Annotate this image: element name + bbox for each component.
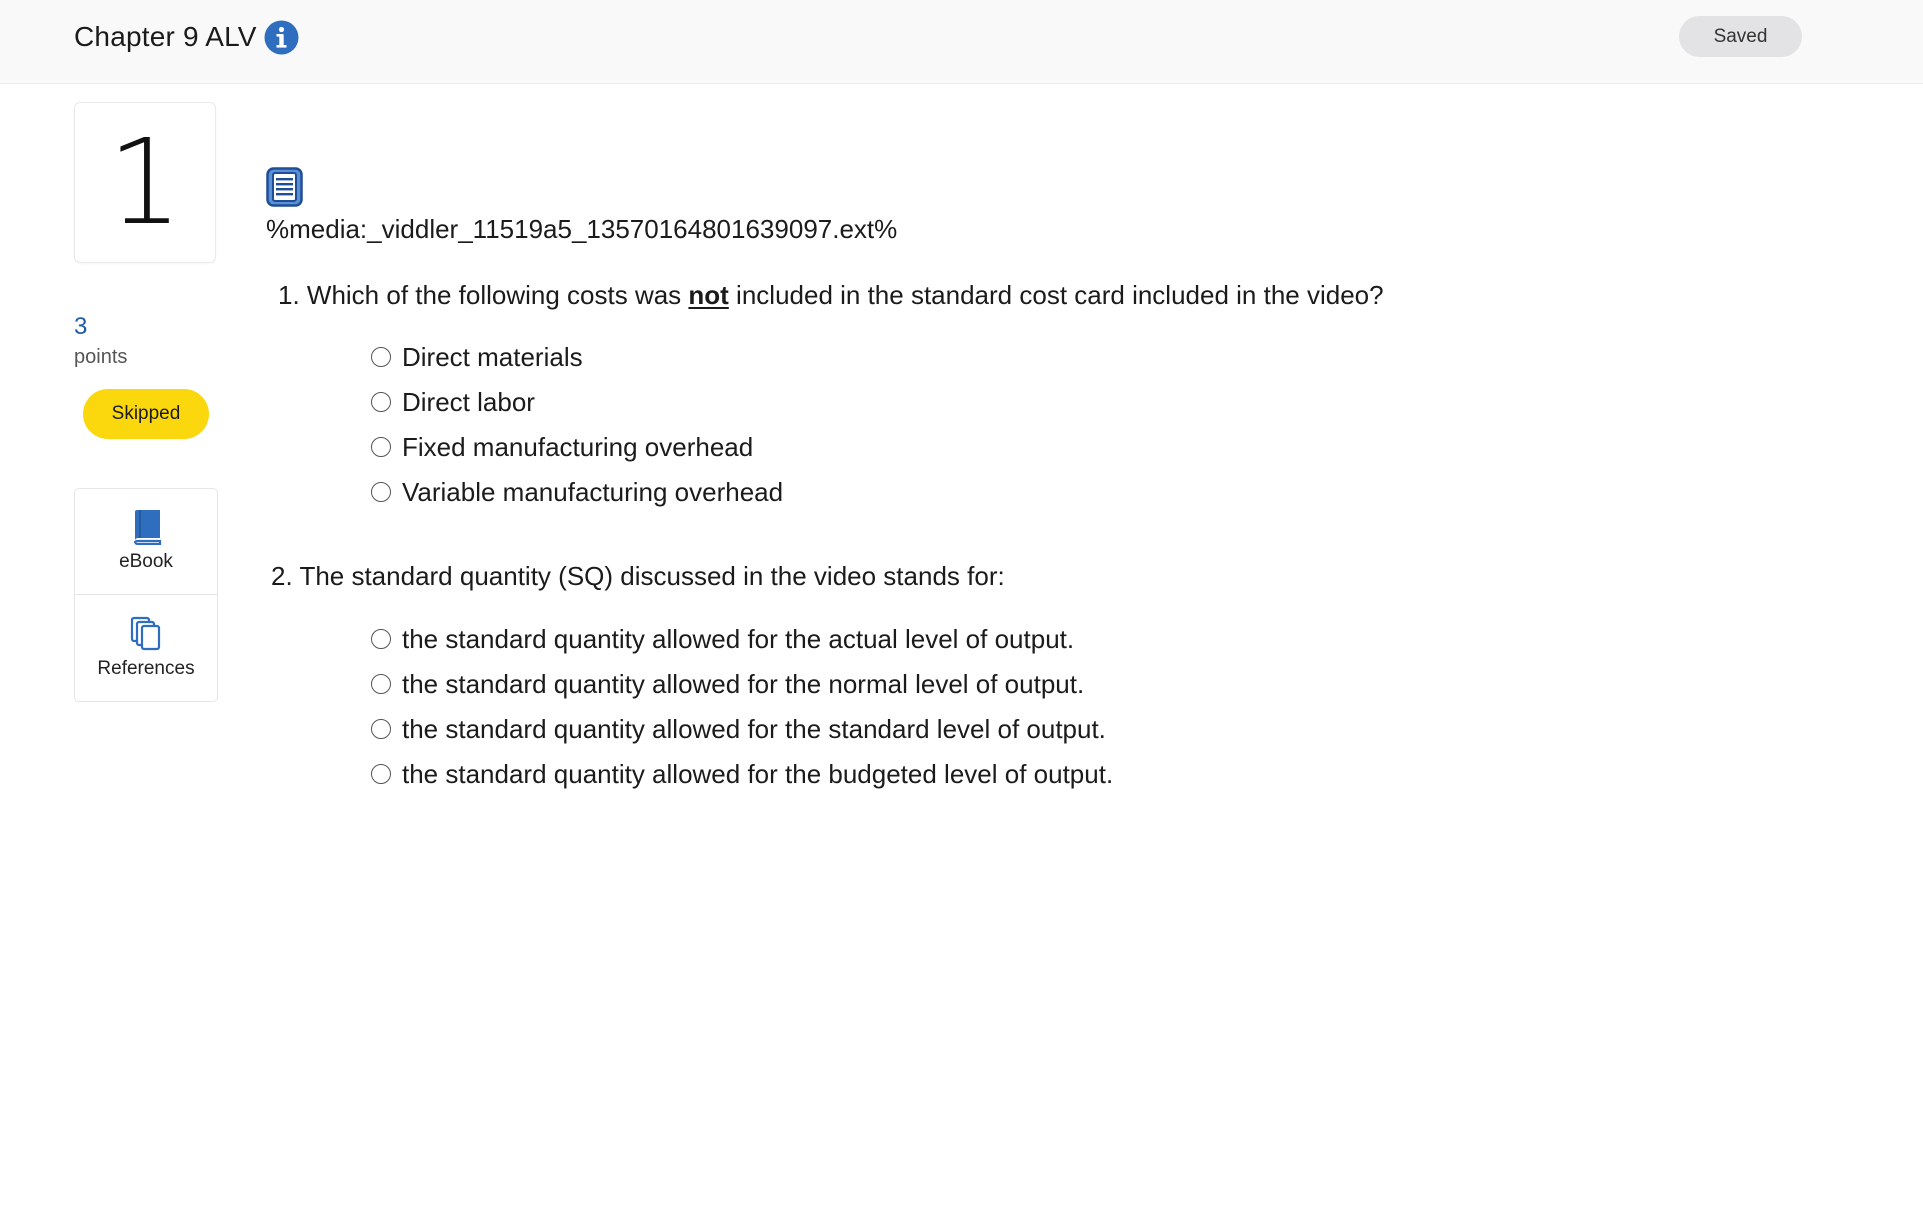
radio-button[interactable] [371,482,391,502]
answer-option[interactable] [371,432,783,477]
question-2-options [371,624,1113,804]
radio-button[interactable] [371,764,391,784]
question-1-text [278,280,1384,311]
points-value: 3 [74,313,88,340]
top-bar [0,0,1923,84]
saved-button[interactable]: Saved [1679,16,1802,57]
copy-icon [130,616,164,652]
option-label[interactable]: the standard quantity allowed for the normal level of output. [402,669,1085,699]
status-badge: Skipped [83,389,209,439]
radio-button[interactable] [371,719,391,739]
radio-button[interactable] [371,437,391,457]
references-button[interactable] [75,596,217,702]
question-number: 1 [107,113,183,251]
radio-button[interactable] [371,347,391,367]
answer-option[interactable] [371,624,1113,669]
question-2-text: 2. The standard quantity (SQ) discussed in the video stands for: [271,561,1005,591]
points-label: points [74,346,128,368]
question-tools [74,488,218,702]
option-label[interactable]: the standard quantity allowed for the budgeted level of output. [402,759,1114,789]
answer-option[interactable] [371,387,783,432]
answer-option[interactable] [371,477,783,522]
media-placeholder: %media:_viddler_11519a5_13570164801639097.ext% [266,214,898,244]
book-icon [130,509,164,545]
ebook-label: eBook [119,551,173,572]
radio-button[interactable] [371,392,391,412]
question-1-options [371,342,783,522]
question-1-suffix: included in the standard cost card included in the video? [728,280,1384,310]
option-label[interactable]: the standard quantity allowed for the standard level of output. [402,714,1106,744]
answer-option[interactable] [371,669,1113,714]
radio-button[interactable] [371,674,391,694]
option-label[interactable]: Direct materials [402,342,583,372]
option-label[interactable]: Direct labor [402,387,535,417]
option-label[interactable]: Fixed manufacturing overhead [402,432,754,462]
question-number-card [74,102,216,263]
option-label[interactable]: Variable manufacturing overhead [402,477,784,507]
assignment-title: Chapter 9 ALV [74,21,257,52]
radio-button[interactable] [371,629,391,649]
answer-option[interactable] [371,759,1113,804]
question-1-prefix: 1. Which of the following costs was [278,280,689,310]
document-icon[interactable] [266,167,303,207]
ebook-button[interactable] [75,489,217,595]
references-label: References [97,658,195,679]
question-1-emphasis: not [688,280,729,310]
option-label[interactable]: the standard quantity allowed for the actual level of output. [402,624,1075,654]
info-icon[interactable] [264,20,299,55]
answer-option[interactable] [371,714,1113,759]
answer-option[interactable] [371,342,783,387]
